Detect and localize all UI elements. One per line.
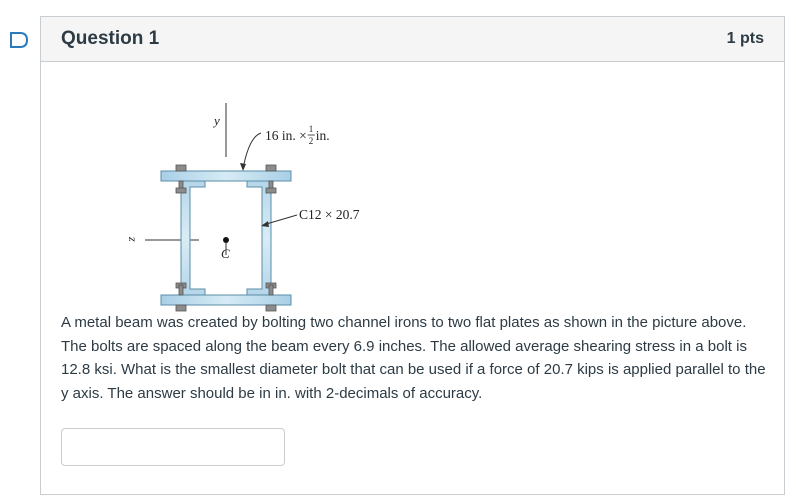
top-plate [161, 171, 291, 181]
plate-leader-line [243, 133, 261, 169]
centroid-point [223, 237, 229, 243]
channel-label: C12 × 20.7 [299, 207, 360, 222]
bookmark-flag-icon[interactable] [8, 29, 30, 51]
plate-frac-den: 2 [308, 136, 314, 146]
y-axis-label: y [214, 113, 220, 128]
plate-label: 16 in. × [265, 128, 307, 143]
plate-label-unit: in. [315, 128, 330, 143]
answer-input[interactable] [61, 428, 285, 466]
left-channel [181, 181, 205, 295]
beam-figure [81, 95, 391, 320]
plate-frac-num: 1 [308, 124, 314, 134]
question-title: Question 1 [61, 28, 160, 49]
question-text: A metal beam was created by bolting two channel irons to two flat plates as shown in the picture above. The bolts are spaced along the beam every 6.9 inches. The allowed average shearing stress in a bolt is 12.8 ksi. What is the smallest diameter bolt that can be used if a force of 20.7 kips is applied parallel to the y axis. The answer should be in in. with 2-decimals of accuracy. [61, 314, 766, 402]
question-header [41, 17, 784, 62]
centroid-label: C [221, 246, 230, 261]
question-card [40, 16, 785, 495]
beam-diagram [81, 95, 391, 320]
right-channel [247, 181, 271, 295]
bottom-plate [161, 295, 291, 305]
z-axis-label: z [126, 237, 140, 242]
plate-leader-arrow [240, 163, 246, 171]
question-points: 1 pts [726, 30, 764, 47]
